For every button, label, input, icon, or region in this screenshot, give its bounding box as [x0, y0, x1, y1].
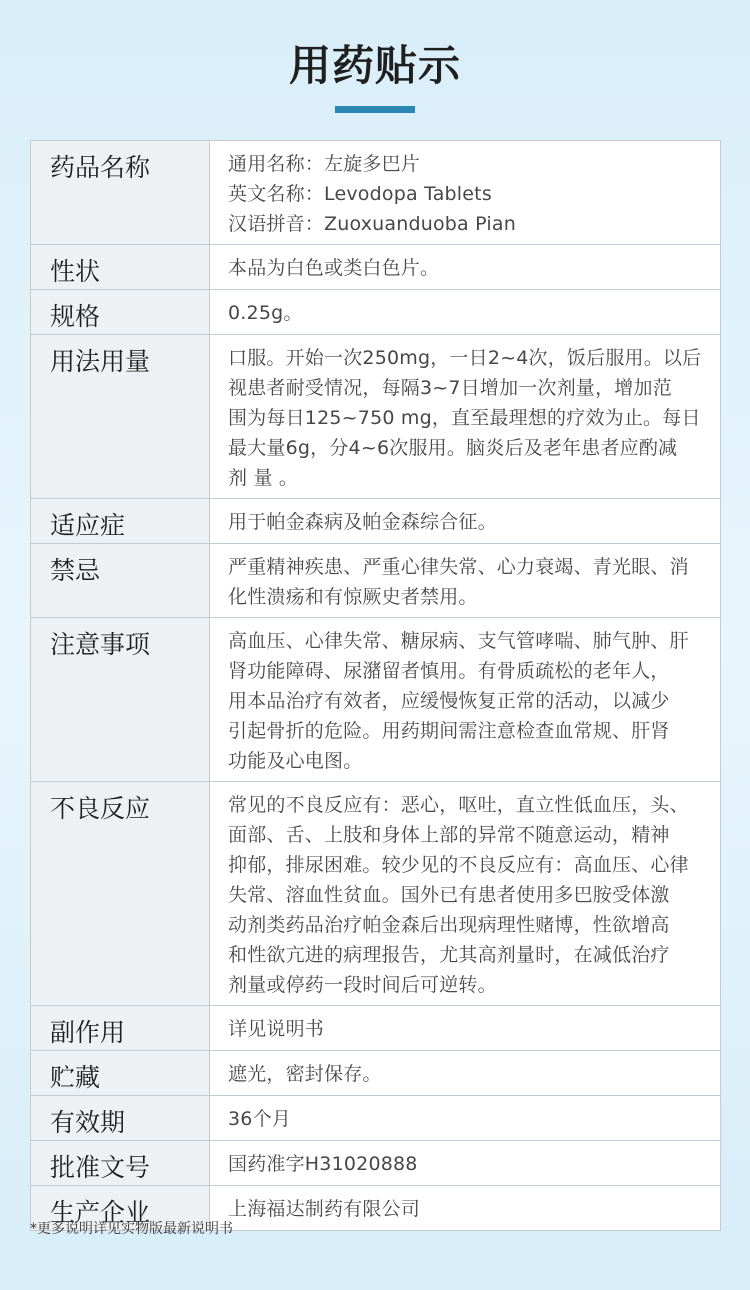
row-label: 副作用: [31, 1006, 210, 1051]
row-label: 贮藏: [31, 1051, 210, 1096]
row-value: [210, 141, 721, 245]
value-line: 36个月: [228, 1108, 291, 1130]
table-row: [31, 782, 721, 1006]
row-label: 注意事项: [31, 618, 210, 782]
title-underline: [335, 106, 415, 113]
row-value: [210, 618, 721, 782]
table-row: [31, 1006, 721, 1051]
table-row: [31, 290, 721, 335]
header: [0, 0, 750, 140]
footnote: *更多说明详见实物版最新说明书: [30, 1221, 233, 1237]
page-title: 用药贴示: [288, 41, 461, 90]
row-value: [210, 1051, 721, 1096]
row-value: [210, 782, 721, 1006]
row-label: 有效期: [31, 1096, 210, 1141]
value-line: 上海福达制药有限公司: [228, 1198, 421, 1220]
value-line: 肾功能障碍、尿潴留者慎用。有骨质疏松的老年人，: [228, 660, 670, 682]
row-label: 生产企业: [31, 1186, 210, 1231]
value-line: 本品为白色或类白色片。: [228, 257, 440, 279]
value-line: 0.25g。: [228, 302, 303, 324]
value-line: 口服。开始一次250mg，一日2~4次，饭后服用。以后: [228, 347, 702, 369]
value-line: 面部、舌、上肢和身体上部的异常不随意运动，精神: [228, 824, 670, 846]
table-row: [31, 335, 721, 499]
row-value: [210, 290, 721, 335]
value-line: 国药准字H31020888: [228, 1153, 418, 1175]
table-row: [31, 245, 721, 290]
value-line: 最大量6g，分4~6次服用。脑炎后及老年患者应酌减: [228, 437, 678, 459]
value-line: 化性溃疡和有惊厥史者禁用。: [228, 586, 478, 608]
row-value: [210, 1006, 721, 1051]
table-row: [31, 544, 721, 618]
value-line: 详见说明书: [228, 1018, 325, 1040]
row-value: [210, 544, 721, 618]
row-value: [210, 1096, 721, 1141]
row-value: [210, 1186, 721, 1231]
value-line: 功能及心电图。: [228, 750, 363, 772]
value-line: 引起骨折的危险。用药期间需注意检查血常规、肝肾: [228, 720, 670, 742]
row-value: [210, 499, 721, 544]
row-label: 性状: [31, 245, 210, 290]
drug-info-body: [31, 141, 721, 1231]
row-value: [210, 1141, 721, 1186]
table-row: [31, 618, 721, 782]
row-label: 药品名称: [31, 141, 210, 245]
row-value: [210, 245, 721, 290]
row-label: 禁忌: [31, 544, 210, 618]
value-line: 失常、溶血性贫血。国外已有患者使用多巴胺受体激: [228, 884, 670, 906]
value-line: 和性欲亢进的病理报告，尤其高剂量时，在减低治疗: [228, 944, 670, 966]
value-line: 围为每日125~750 mg，直至最理想的疗效为止。每日: [228, 407, 701, 429]
table-row: [31, 141, 721, 245]
table-row: [31, 1141, 721, 1186]
table-row: [31, 1096, 721, 1141]
value-line: 常见的不良反应有：恶心，呕吐，直立性低血压，头、: [228, 794, 689, 816]
row-label: 规格: [31, 290, 210, 335]
row-label: 不良反应: [31, 782, 210, 1006]
table-row: [31, 1051, 721, 1096]
value-line: 抑郁，排尿困难。较少见的不良反应有：高血压、心律: [228, 854, 689, 876]
row-label: 用法用量: [31, 335, 210, 499]
row-label: 适应症: [31, 499, 210, 544]
value-line: 遮光，密封保存。: [228, 1063, 382, 1085]
value-line: 用于帕金森病及帕金森综合征。: [228, 511, 497, 533]
value-line: 剂量或停药一段时间后可逆转。: [228, 974, 497, 996]
value-line: 视患者耐受情况，每隔3~7日增加一次剂量，增加范: [228, 377, 672, 399]
value-line: 动剂类药品治疗帕金森后出现病理性赌博，性欲增高: [228, 914, 670, 936]
value-line: 剂 量 。: [228, 467, 299, 489]
table-row: [31, 499, 721, 544]
value-line: 通用名称：左旋多巴片: [228, 153, 421, 175]
row-label: 批准文号: [31, 1141, 210, 1186]
value-line: 严重精神疾患、严重心律失常、心力衰竭、青光眼、消: [228, 556, 689, 578]
value-line: 英文名称：Levodopa Tablets: [228, 183, 492, 205]
value-line: 汉语拼音：Zuoxuanduoba Pian: [228, 213, 516, 235]
row-value: [210, 335, 721, 499]
value-line: 高血压、心律失常、糖尿病、支气管哮喘、肺气肿、肝: [228, 630, 689, 652]
value-line: 用本品治疗有效者，应缓慢恢复正常的活动，以减少: [228, 690, 670, 712]
drug-info-table: [30, 140, 721, 1231]
